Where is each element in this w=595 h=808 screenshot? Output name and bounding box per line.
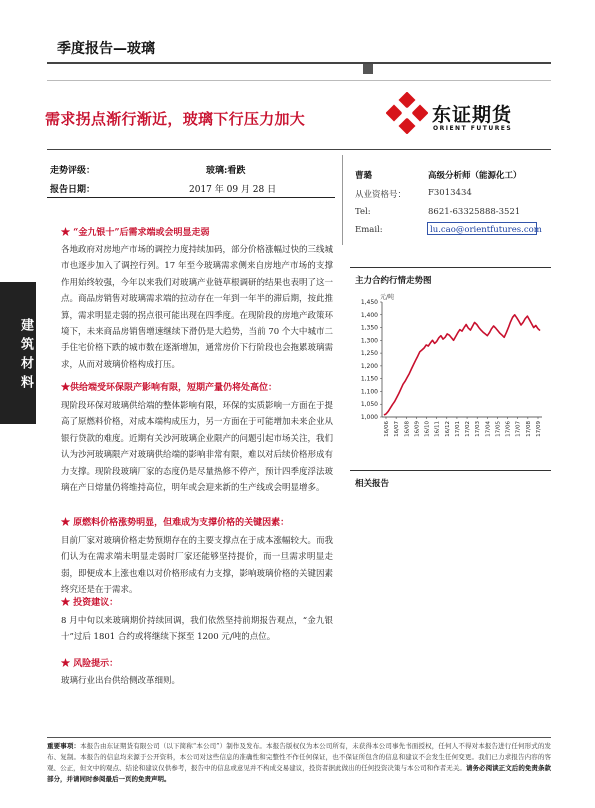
chart-title: 主力合约行情走势图 <box>355 276 432 286</box>
chart-rule <box>350 267 551 268</box>
x-tick-label: 17/05 <box>495 421 502 437</box>
analyst-name: 曹璐 <box>355 171 373 181</box>
date-label: 报告日期： <box>50 185 96 195</box>
section-title: ★供给端受环保限产影响有限，短期产量仍将处高位： <box>61 383 278 393</box>
title-rule <box>47 149 551 150</box>
cert-value: F3013434 <box>428 188 472 198</box>
related-rule <box>350 470 551 471</box>
section-title: ★ 原燃料价格涨势明显，但难成为支撑价格的关键因素： <box>61 518 290 528</box>
x-tick-label: 16/07 <box>394 421 401 437</box>
star-icon: ★ <box>61 598 71 608</box>
section-title: ★ 风险提示： <box>61 659 119 669</box>
tel-value: 8621-63325888-3521 <box>428 207 521 217</box>
date-value: 2017 年 09 月 28 日 <box>189 185 277 195</box>
email-link[interactable]: lu.cao@orientfutures.com <box>430 225 542 235</box>
header-rule <box>47 62 551 64</box>
y-tick-label: 1,050 <box>360 401 378 409</box>
disclaimer: 重要事项：本报告由东证期货有限公司（以下简称“本公司”）制作及发布。本报告版权仅为本公司所有，未获得本公司事先书面授权，任何人不得对本报告进行任何形式的发布、复制。本报告的信息均来源于公开资料，本公司对这些信息的准确性和完整性不作任何保证，也不保证所包含的信息和建议不会发生任何变更。我们已力求报告内容的客观、公正，但文中的观点、结论和建议仅供参考，报告中的信息或意见并不构成交易建议，投资者据此做出的任何投资决策与本公司和作者无关。请务必阅读正文后的免责条款部分，并请同时参阅最后一页的免责声明。 <box>47 742 552 783</box>
rating-value: 玻璃:看跌 <box>206 166 246 176</box>
rating-label: 走势评级： <box>50 166 96 176</box>
header-subrule <box>47 80 551 81</box>
x-tick-label: 16/12 <box>444 421 451 437</box>
y-tick-label: 1,100 <box>360 388 378 396</box>
report-type: 季度报告—玻璃 <box>57 41 155 57</box>
section-body: 各地政府对房地产市场的调控力度持续加码，部分价格涨幅过快的三线城市也逐步加入了调控行列。17 年至今玻璃需求侧来自房地产市场的支撑作用始终较强，今年以来我们对玻璃产业链草根调研的结果也表明了这一点。商品房销售对玻璃需求端的拉动存在一年到一年半的滞后期，按此推算，需求明显走弱的拐点很可能出现在四季度。在现阶段的房地产政策环境下，未来商品房销售增速继续下滑仍是大趋势，当前 70 个大中城市二手住宅价格下跌的城市数在逐渐增加，通常房价下行阶段也会拖累玻璃需求，从而对玻璃价格构成打压。 <box>61 245 334 370</box>
x-tick-label: 17/08 <box>525 421 532 437</box>
star-icon: ★ <box>61 518 71 528</box>
x-tick-label: 17/01 <box>454 421 461 437</box>
y-tick-label: 1,250 <box>360 350 378 358</box>
x-tick-label: 17/02 <box>465 421 472 437</box>
analyst-title: 高级分析师（能源化工） <box>428 171 522 181</box>
y-tick-label: 1,200 <box>360 362 378 370</box>
price-trend-chart <box>350 292 550 464</box>
x-tick-label: 16/10 <box>424 421 431 437</box>
y-tick-label: 1,150 <box>360 375 378 383</box>
email-label: Email: <box>355 225 383 235</box>
x-tick-label: 16/09 <box>414 421 421 437</box>
section-body: 目前厂家对玻璃价格走势预期存在的主要支撑点在于成本涨幅较大。而我们认为在需求端未明显走弱时厂家还能够坚持提价，而一旦需求明显走弱，即便成本上涨也难以对价格形成有力支撑，影响玻璃价格的关键因素终究还是在于需求。 <box>61 536 334 596</box>
cert-label: 从业资格号： <box>355 190 407 200</box>
x-tick-label: 17/03 <box>475 421 482 437</box>
y-tick-label: 1,300 <box>360 337 378 345</box>
industry-side-tab <box>0 282 36 424</box>
logo-name-cn: 东证期货 <box>432 104 513 126</box>
section-title: ★ 投资建议： <box>61 598 119 608</box>
meta-divider <box>47 197 335 198</box>
industry-label: 建筑材料 <box>18 318 33 394</box>
related-reports-title: 相关报告 <box>355 479 390 489</box>
section-body: 8 月中旬以来玻璃期价持续回调，我们依然坚持前期报告观点，“金九银十”过后 1801 合约或将继续下探至 1200 元/吨的点位。 <box>61 616 333 643</box>
price-series-line <box>384 315 540 415</box>
x-tick-label: 16/06 <box>384 421 390 437</box>
x-tick-label: 17/04 <box>485 421 492 437</box>
x-tick-label: 17/07 <box>515 421 522 437</box>
section-title: ★ “金九银十”后需求端或会明显走弱 <box>61 228 210 238</box>
x-tick-label: 17/06 <box>505 421 512 437</box>
y-tick-label: 1,450 <box>360 299 378 306</box>
column-divider <box>342 155 343 245</box>
email-link-box <box>427 222 537 235</box>
y-axis-unit: 元/吨 <box>380 294 395 301</box>
logo-name-en: ORIENT FUTURES <box>433 125 513 132</box>
x-tick-label: 17/09 <box>536 421 542 437</box>
y-tick-label: 1,000 <box>360 414 378 421</box>
y-tick-label: 1,400 <box>360 311 378 319</box>
page-title: 需求拐点渐行渐近，玻璃下行压力加大 <box>45 110 306 128</box>
header-square-decoration <box>363 64 373 74</box>
tel-label: Tel: <box>355 207 371 217</box>
section-body: 玻璃行业出台供给侧改革细则。 <box>61 676 181 686</box>
star-icon: ★ <box>61 228 71 238</box>
y-tick-label: 1,350 <box>360 324 378 332</box>
x-tick-label: 16/08 <box>404 421 411 437</box>
section-body: 现阶段环保对玻璃供给端的整体影响有限，环保的实质影响一方面在于提高了原燃料价格，对成本端构成压力，另一方面在于可能增加未来企业从银行贷款的难度。近期有关沙河玻璃企业限产的问题引起市场关注，我们认为沙河玻璃限产对玻璃供给端的影响非常有限，难以对后续价格形成有力支撑。现阶段玻璃厂家的态度仍是尽量热修不停产，预计四季度浮法玻璃在产日熔量仍将维持高位，明年或会迎来新的生产线或会明显增多。 <box>61 401 334 494</box>
footer-rule <box>47 737 551 738</box>
star-icon: ★ <box>61 659 71 669</box>
orient-futures-logo-icon <box>386 92 428 134</box>
x-tick-label: 16/11 <box>434 421 441 437</box>
star-icon: ★ <box>61 383 71 393</box>
